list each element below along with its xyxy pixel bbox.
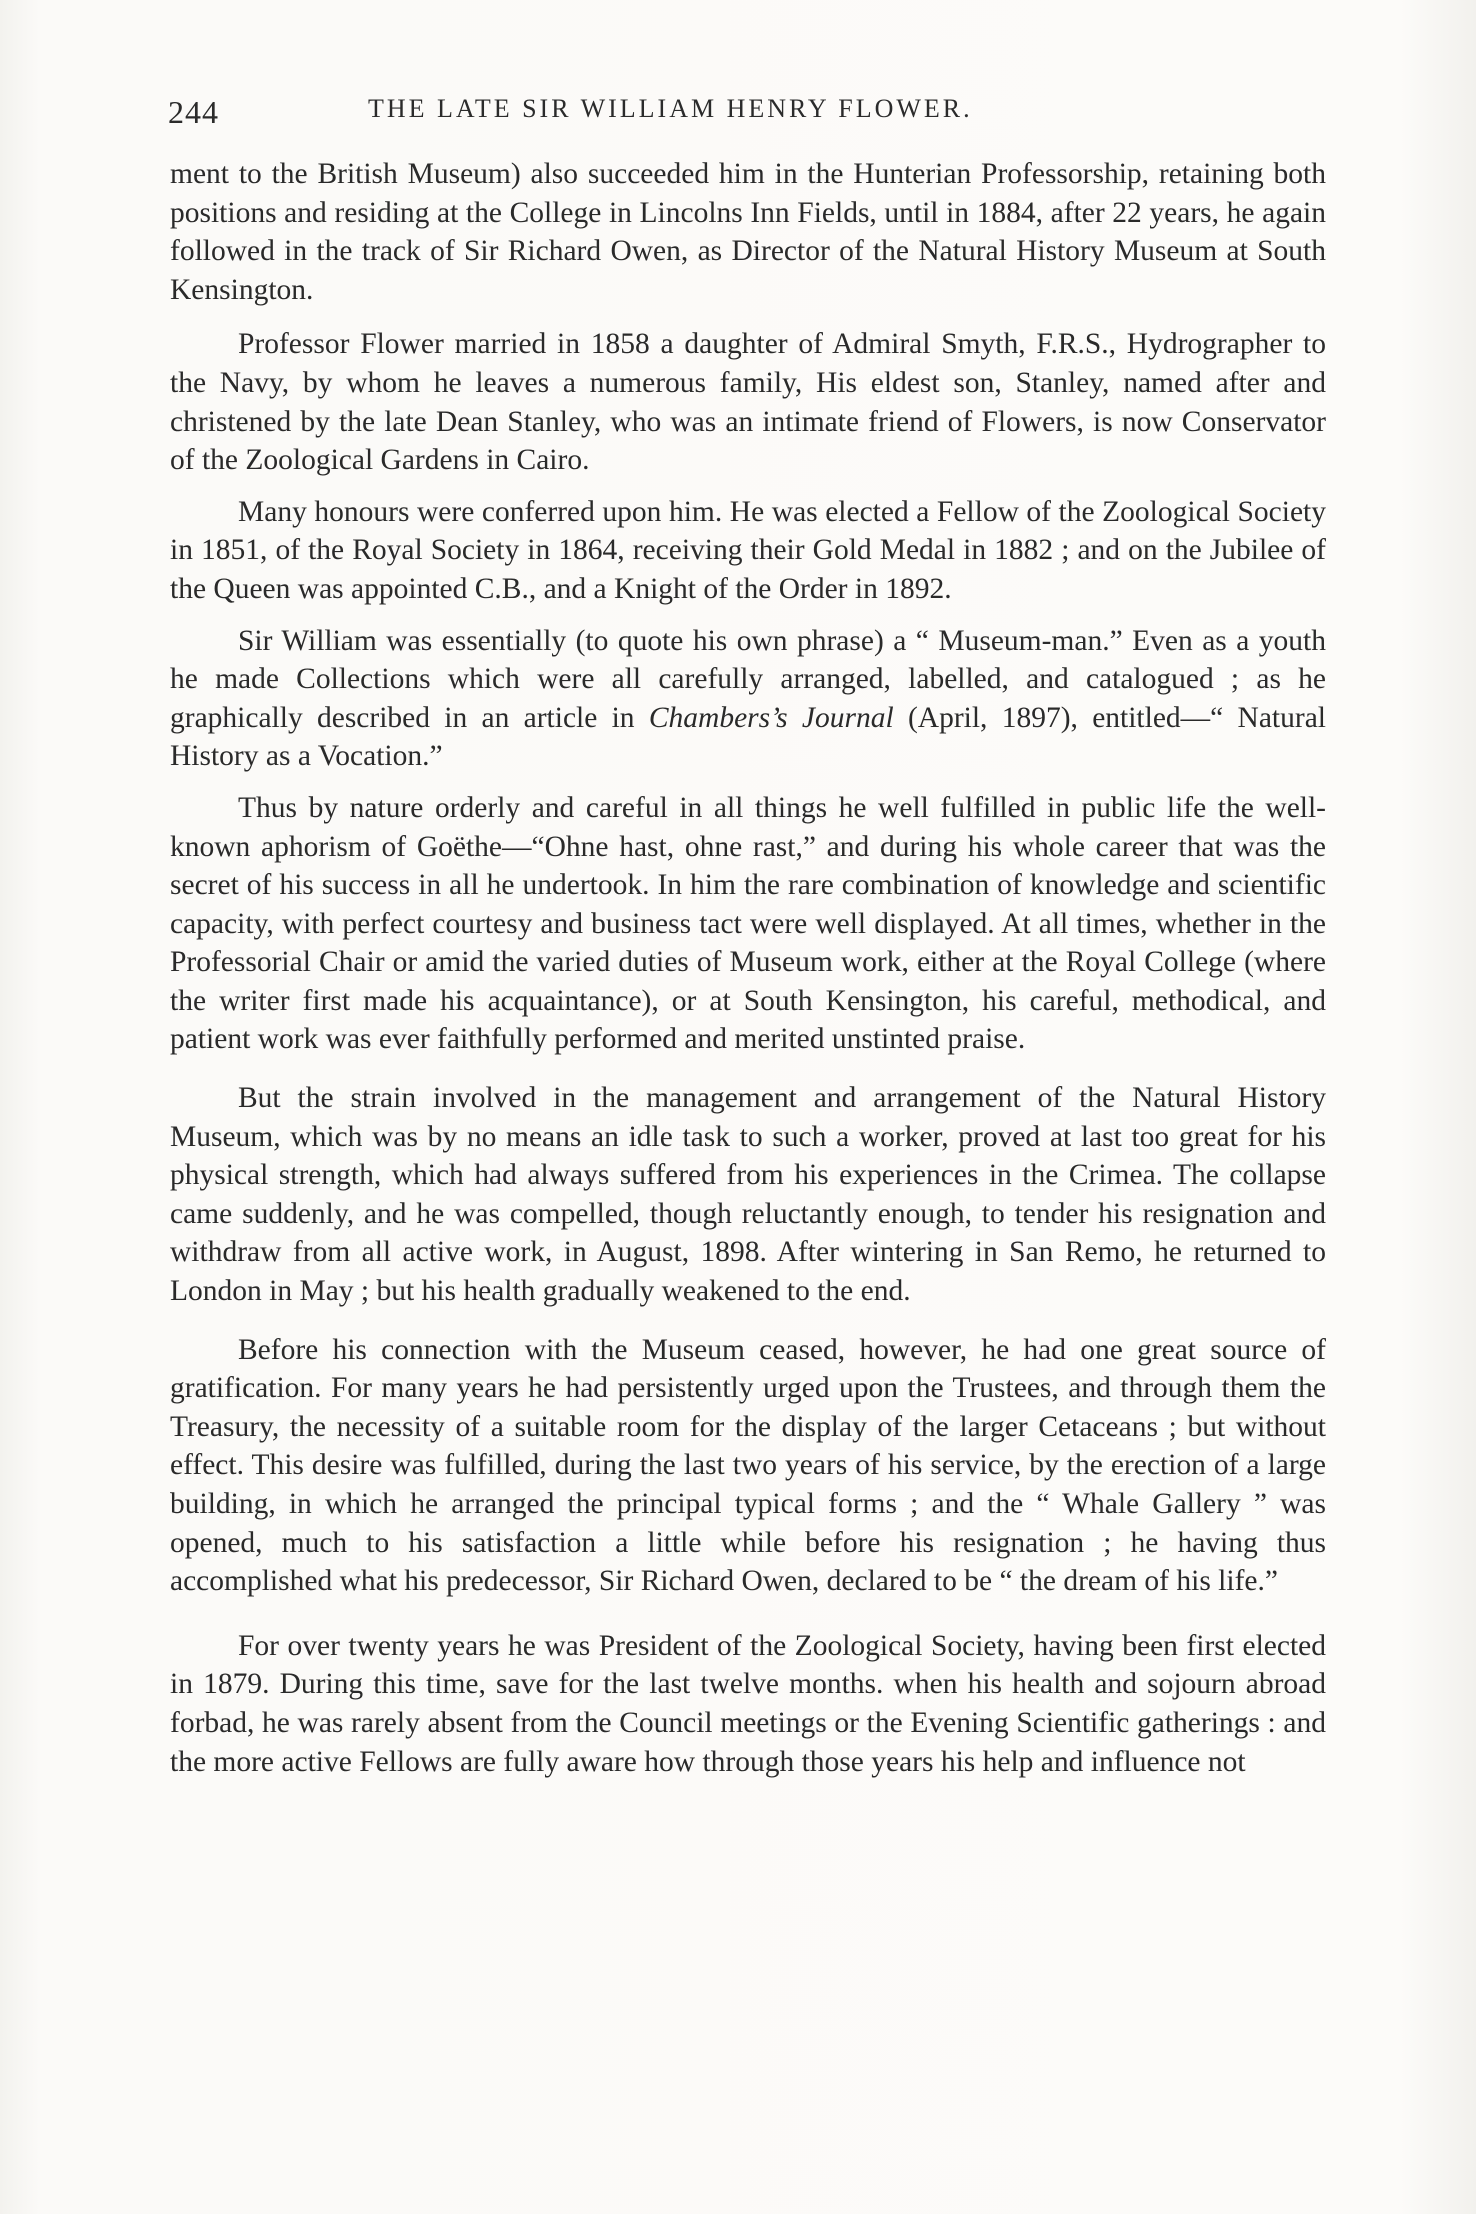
paragraph: But the strain involved in the management and arrangement of the Natural History Museum, which was by no means an idle task to such a worker, proved at last too great for his physical strength, which had always suffered from his experiences in the Crimea. The collapse came suddenly, and he was compelled, though reluctantly enough, to tender his resignation and withdraw from all active work, in August, 1898. After wintering in San Remo, he returned to London in May ; but his health gradually weakened to the end. xyxy=(170,1082,1326,1308)
page-number: 244 xyxy=(168,94,219,130)
paragraph-text: Sir William was essentially (to quote his own phrase) a “ Museum-man.” Even as a youth he made Collections which were all carefully arranged, labelled, and catalogued ; as he graphically described in an article in xyxy=(170,624,1326,734)
running-title: THE LATE SIR WILLIAM HENRY FLOWER. xyxy=(368,94,973,123)
body-text xyxy=(170,155,1326,1794)
paragraph: Thus by nature orderly and careful in all things he well fulfilled in public life the well-known aphorism of Goëthe—“Ohne hast, ohne rast,” and during his whole career that was the secret of his success in all he undertook. In him the rare combination of knowledge and scientific capacity, with perfect courtesy and business tact were well displayed. At all times, whether in the Professorial Chair or amid the varied duties of Museum work, either at the Royal College (where the writer first made his acquaintance), or at South Kensington, his careful, methodical, and patient work was ever faithfully performed and merited unstinted praise. xyxy=(170,791,1326,1056)
journal-title: Chambers’s Journal xyxy=(648,701,894,734)
page-header xyxy=(168,88,1328,132)
paragraph: For over twenty years he was President of the Zoological Society, having been first elected in 1879. During this time, save for the last twelve months. when his health and sojourn abroad forbad, he was rarely absent from the Council meetings or the Evening Scientific gatherings : and the more active Fellows are fully aware how through those years his help and influence not xyxy=(170,1629,1326,1778)
paragraph-text: (April, 1897), entitled—“ Natural History as a Vocation.” xyxy=(170,701,1326,773)
paragraph: Professor Flower married in 1858 a daughter of Admiral Smyth, F.R.S., Hydrographer to the Navy, by whom he leaves a numerous family, His eldest son, Stanley, named after and christened by the late Dean Stanley, who was an intimate friend of Flowers, is now Conservator of the Zoological Gardens in Cairo. xyxy=(170,328,1326,477)
paragraph: Many honours were conferred upon him. He was elected a Fellow of the Zoological Society in 1851, of the Royal Society in 1864, receiving their Gold Medal in 1882 ; and on the Jubilee of the Queen was appointed C.B., and a Knight of the Order in 1892. xyxy=(170,495,1326,605)
paragraph: ment to the British Museum) also succeeded him in the Hunterian Professorship, retaining both positions and residing at the College in Lincolns Inn Fields, until in 1884, after 22 years, he again followed in the track of Sir Richard Owen, as Director of the Natural History Museum at South Kensington. xyxy=(170,158,1326,306)
paragraph xyxy=(170,622,1326,776)
paragraph: Before his connection with the Museum ceased, however, he had one great source of gratification. For many years he had persistently urged upon the Trustees, and through them the Treasury, the necessity of a suitable room for the display of the larger Cetaceans ; but without effect. This desire was fulfilled, during the last two years of his service, by the erection of a large building, in which he arranged the principal typical forms ; and the “ Whale Gallery ” was opened, much to his satisfaction a little while before his resignation ; he having thus accomplished what his predecessor, Sir Richard Owen, declared to be “ the dream of his life.” xyxy=(170,1333,1326,1598)
